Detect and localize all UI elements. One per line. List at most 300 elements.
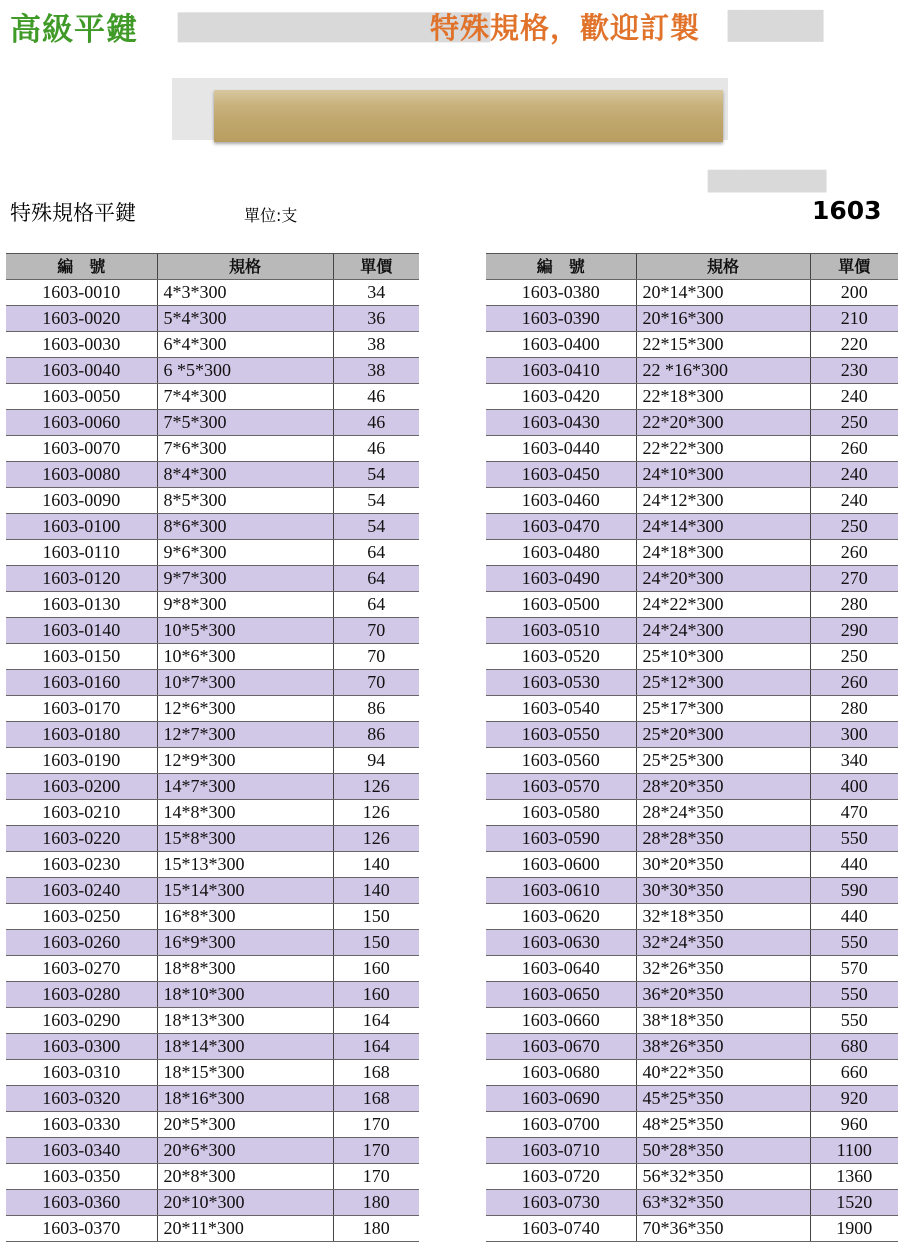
bleed-through-mid: ▇▇▇▇▇▇▇ xyxy=(708,168,827,193)
table-row xyxy=(486,748,898,774)
item-code: 1603-0330 xyxy=(6,1112,157,1138)
item-spec: 22*20*300 xyxy=(636,410,810,436)
table-row xyxy=(486,410,898,436)
item-price: 220 xyxy=(810,332,898,358)
item-spec: 14*7*300 xyxy=(157,774,333,800)
unit-label: 單位:支 xyxy=(244,206,298,225)
table-row xyxy=(6,956,419,982)
item-spec: 28*28*350 xyxy=(636,826,810,852)
item-price: 150 xyxy=(333,930,419,956)
table-row xyxy=(486,332,898,358)
table-header-row xyxy=(486,254,898,280)
item-price: 440 xyxy=(810,852,898,878)
table-row xyxy=(486,956,898,982)
item-spec: 12*6*300 xyxy=(157,696,333,722)
item-price: 290 xyxy=(810,618,898,644)
item-code: 1603-0100 xyxy=(6,514,157,540)
item-spec: 40*22*350 xyxy=(636,1060,810,1086)
table-row xyxy=(6,852,419,878)
table-row xyxy=(486,1164,898,1190)
item-code: 1603-0110 xyxy=(6,540,157,566)
item-price: 250 xyxy=(810,410,898,436)
item-spec: 14*8*300 xyxy=(157,800,333,826)
item-spec: 18*10*300 xyxy=(157,982,333,1008)
item-spec: 22 *16*300 xyxy=(636,358,810,384)
item-code: 1603-0550 xyxy=(486,722,636,748)
item-price: 920 xyxy=(810,1086,898,1112)
item-price: 680 xyxy=(810,1034,898,1060)
item-price: 126 xyxy=(333,800,419,826)
item-price: 164 xyxy=(333,1034,419,1060)
item-spec: 15*8*300 xyxy=(157,826,333,852)
bleed-through-top: ▇▇▇▇▇▇▇▇▇▇▇▇▇▇ xyxy=(178,8,491,42)
item-code: 1603-0120 xyxy=(6,566,157,592)
item-price: 160 xyxy=(333,982,419,1008)
item-spec: 10*6*300 xyxy=(157,644,333,670)
table-row xyxy=(486,696,898,722)
table-row xyxy=(6,280,419,306)
table-row xyxy=(6,826,419,852)
table-row xyxy=(6,644,419,670)
table-row xyxy=(486,670,898,696)
table-row xyxy=(6,696,419,722)
column-header-spec: 規格 xyxy=(636,254,810,280)
item-spec: 24*10*300 xyxy=(636,462,810,488)
item-spec: 20*6*300 xyxy=(157,1138,333,1164)
item-spec: 30*30*350 xyxy=(636,878,810,904)
table-row xyxy=(486,488,898,514)
item-price: 94 xyxy=(333,748,419,774)
item-code: 1603-0140 xyxy=(6,618,157,644)
item-price: 440 xyxy=(810,904,898,930)
item-code: 1603-0440 xyxy=(486,436,636,462)
table-row xyxy=(486,384,898,410)
item-code: 1603-0490 xyxy=(486,566,636,592)
item-code: 1603-0260 xyxy=(6,930,157,956)
table-row xyxy=(486,514,898,540)
table-row xyxy=(486,930,898,956)
item-spec: 24*20*300 xyxy=(636,566,810,592)
item-price: 1100 xyxy=(810,1138,898,1164)
table-row xyxy=(486,878,898,904)
table-row xyxy=(486,1190,898,1216)
item-spec: 32*26*350 xyxy=(636,956,810,982)
item-code: 1603-0570 xyxy=(486,774,636,800)
item-code: 1603-0670 xyxy=(486,1034,636,1060)
item-price: 550 xyxy=(810,1008,898,1034)
table-row xyxy=(6,930,419,956)
item-price: 340 xyxy=(810,748,898,774)
table-row xyxy=(6,878,419,904)
table-row xyxy=(6,514,419,540)
item-price: 660 xyxy=(810,1060,898,1086)
item-price: 280 xyxy=(810,592,898,618)
table-row xyxy=(6,566,419,592)
item-spec: 25*17*300 xyxy=(636,696,810,722)
item-spec: 24*22*300 xyxy=(636,592,810,618)
item-code: 1603-0150 xyxy=(6,644,157,670)
table-row xyxy=(6,540,419,566)
item-code: 1603-0220 xyxy=(6,826,157,852)
item-price: 1900 xyxy=(810,1216,898,1242)
series-code: 1603 xyxy=(812,196,882,225)
item-spec: 18*14*300 xyxy=(157,1034,333,1060)
item-code: 1603-0060 xyxy=(6,410,157,436)
item-spec: 6 *5*300 xyxy=(157,358,333,384)
item-code: 1603-0430 xyxy=(486,410,636,436)
item-price: 550 xyxy=(810,826,898,852)
table-row xyxy=(6,670,419,696)
item-code: 1603-0540 xyxy=(486,696,636,722)
table-row xyxy=(486,592,898,618)
item-price: 200 xyxy=(810,280,898,306)
item-price: 170 xyxy=(333,1164,419,1190)
item-price: 126 xyxy=(333,774,419,800)
table-row xyxy=(6,332,419,358)
item-price: 230 xyxy=(810,358,898,384)
item-spec: 50*28*350 xyxy=(636,1138,810,1164)
item-price: 86 xyxy=(333,696,419,722)
table-row xyxy=(486,1086,898,1112)
item-price: 140 xyxy=(333,878,419,904)
item-spec: 63*32*350 xyxy=(636,1190,810,1216)
table-row xyxy=(486,1112,898,1138)
table-row xyxy=(486,306,898,332)
item-price: 70 xyxy=(333,644,419,670)
item-price: 54 xyxy=(333,488,419,514)
item-code: 1603-0410 xyxy=(486,358,636,384)
item-code: 1603-0300 xyxy=(6,1034,157,1060)
item-price: 164 xyxy=(333,1008,419,1034)
table-row xyxy=(486,280,898,306)
table-row xyxy=(486,1216,898,1242)
item-spec: 20*14*300 xyxy=(636,280,810,306)
table-row xyxy=(6,800,419,826)
item-code: 1603-0720 xyxy=(486,1164,636,1190)
item-code: 1603-0680 xyxy=(486,1060,636,1086)
item-code: 1603-0280 xyxy=(6,982,157,1008)
item-price: 260 xyxy=(810,436,898,462)
item-spec: 70*36*350 xyxy=(636,1216,810,1242)
item-spec: 25*20*300 xyxy=(636,722,810,748)
brand-title: 高級平鍵 xyxy=(10,12,138,48)
item-price: 150 xyxy=(333,904,419,930)
item-price: 64 xyxy=(333,566,419,592)
item-code: 1603-0470 xyxy=(486,514,636,540)
column-header-code: 編 號 xyxy=(6,254,157,280)
item-spec: 38*18*350 xyxy=(636,1008,810,1034)
item-code: 1603-0190 xyxy=(6,748,157,774)
item-price: 160 xyxy=(333,956,419,982)
item-code: 1603-0690 xyxy=(486,1086,636,1112)
item-price: 260 xyxy=(810,670,898,696)
table-row xyxy=(6,1086,419,1112)
item-code: 1603-0180 xyxy=(6,722,157,748)
table-row xyxy=(486,722,898,748)
item-code: 1603-0160 xyxy=(6,670,157,696)
table-row xyxy=(486,1034,898,1060)
item-code: 1603-0480 xyxy=(486,540,636,566)
item-spec: 25*10*300 xyxy=(636,644,810,670)
item-code: 1603-0600 xyxy=(486,852,636,878)
item-spec: 9*6*300 xyxy=(157,540,333,566)
item-code: 1603-0640 xyxy=(486,956,636,982)
section-title: 特殊規格平鍵 xyxy=(10,201,136,225)
table-row xyxy=(6,488,419,514)
item-spec: 10*7*300 xyxy=(157,670,333,696)
item-code: 1603-0240 xyxy=(6,878,157,904)
item-code: 1603-0200 xyxy=(6,774,157,800)
table-row xyxy=(486,540,898,566)
item-price: 1520 xyxy=(810,1190,898,1216)
item-code: 1603-0580 xyxy=(486,800,636,826)
item-spec: 56*32*350 xyxy=(636,1164,810,1190)
item-spec: 38*26*350 xyxy=(636,1034,810,1060)
item-price: 400 xyxy=(810,774,898,800)
item-code: 1603-0500 xyxy=(486,592,636,618)
item-spec: 18*8*300 xyxy=(157,956,333,982)
item-spec: 30*20*350 xyxy=(636,852,810,878)
table-row xyxy=(486,1138,898,1164)
table-row xyxy=(6,436,419,462)
table-row xyxy=(486,826,898,852)
item-spec: 8*6*300 xyxy=(157,514,333,540)
item-spec: 28*20*350 xyxy=(636,774,810,800)
item-spec: 20*16*300 xyxy=(636,306,810,332)
item-code: 1603-0290 xyxy=(6,1008,157,1034)
table-row xyxy=(6,462,419,488)
table-header-row xyxy=(6,254,419,280)
table-row xyxy=(6,1060,419,1086)
item-code: 1603-0460 xyxy=(486,488,636,514)
item-spec: 12*7*300 xyxy=(157,722,333,748)
table-row xyxy=(486,1008,898,1034)
table-row xyxy=(486,618,898,644)
table-row xyxy=(486,852,898,878)
item-spec: 12*9*300 xyxy=(157,748,333,774)
item-spec: 32*18*350 xyxy=(636,904,810,930)
item-code: 1603-0450 xyxy=(486,462,636,488)
item-price: 260 xyxy=(810,540,898,566)
item-spec: 24*18*300 xyxy=(636,540,810,566)
item-spec: 16*8*300 xyxy=(157,904,333,930)
item-code: 1603-0650 xyxy=(486,982,636,1008)
item-code: 1603-0400 xyxy=(486,332,636,358)
item-spec: 28*24*350 xyxy=(636,800,810,826)
column-header-price: 單價 xyxy=(810,254,898,280)
item-code: 1603-0340 xyxy=(6,1138,157,1164)
item-spec: 7*6*300 xyxy=(157,436,333,462)
price-table-right xyxy=(486,253,898,1242)
custom-order-slogan: 特殊規格，歡迎訂製 xyxy=(430,11,701,45)
table-row xyxy=(486,1060,898,1086)
item-code: 1603-0660 xyxy=(486,1008,636,1034)
item-code: 1603-0610 xyxy=(486,878,636,904)
table-row xyxy=(486,436,898,462)
item-spec: 22*22*300 xyxy=(636,436,810,462)
item-code: 1603-0730 xyxy=(486,1190,636,1216)
item-price: 300 xyxy=(810,722,898,748)
item-spec: 25*25*300 xyxy=(636,748,810,774)
item-price: 240 xyxy=(810,462,898,488)
table-row xyxy=(486,982,898,1008)
item-spec: 7*5*300 xyxy=(157,410,333,436)
item-spec: 24*24*300 xyxy=(636,618,810,644)
item-code: 1603-0070 xyxy=(6,436,157,462)
table-row xyxy=(6,358,419,384)
item-spec: 9*8*300 xyxy=(157,592,333,618)
item-spec: 8*5*300 xyxy=(157,488,333,514)
item-spec: 36*20*350 xyxy=(636,982,810,1008)
item-spec: 25*12*300 xyxy=(636,670,810,696)
item-price: 590 xyxy=(810,878,898,904)
item-code: 1603-0370 xyxy=(6,1216,157,1242)
item-spec: 15*14*300 xyxy=(157,878,333,904)
item-code: 1603-0320 xyxy=(6,1086,157,1112)
column-header-code: 編 號 xyxy=(486,254,636,280)
item-code: 1603-0700 xyxy=(486,1112,636,1138)
table-row xyxy=(6,592,419,618)
column-header-spec: 規格 xyxy=(157,254,333,280)
table-row xyxy=(6,306,419,332)
item-code: 1603-0010 xyxy=(6,280,157,306)
table-row xyxy=(486,644,898,670)
item-price: 270 xyxy=(810,566,898,592)
item-price: 550 xyxy=(810,930,898,956)
item-price: 38 xyxy=(333,332,419,358)
item-price: 470 xyxy=(810,800,898,826)
table-row xyxy=(486,904,898,930)
item-spec: 20*5*300 xyxy=(157,1112,333,1138)
item-price: 180 xyxy=(333,1216,419,1242)
item-code: 1603-0560 xyxy=(486,748,636,774)
item-spec: 6*4*300 xyxy=(157,332,333,358)
table-row xyxy=(6,384,419,410)
item-code: 1603-0620 xyxy=(486,904,636,930)
item-spec: 22*18*300 xyxy=(636,384,810,410)
item-code: 1603-0420 xyxy=(486,384,636,410)
table-row xyxy=(6,982,419,1008)
table-row xyxy=(6,748,419,774)
item-spec: 4*3*300 xyxy=(157,280,333,306)
item-price: 140 xyxy=(333,852,419,878)
item-code: 1603-0130 xyxy=(6,592,157,618)
item-spec: 20*11*300 xyxy=(157,1216,333,1242)
item-code: 1603-0740 xyxy=(486,1216,636,1242)
item-code: 1603-0590 xyxy=(486,826,636,852)
item-price: 70 xyxy=(333,618,419,644)
table-row xyxy=(6,1008,419,1034)
item-spec: 24*12*300 xyxy=(636,488,810,514)
item-code: 1603-0050 xyxy=(6,384,157,410)
table-row xyxy=(486,774,898,800)
table-row xyxy=(486,566,898,592)
item-price: 250 xyxy=(810,514,898,540)
item-price: 36 xyxy=(333,306,419,332)
table-row xyxy=(486,358,898,384)
column-header-price: 單價 xyxy=(333,254,419,280)
item-code: 1603-0390 xyxy=(486,306,636,332)
table-row xyxy=(486,462,898,488)
table-row xyxy=(486,800,898,826)
item-spec: 15*13*300 xyxy=(157,852,333,878)
item-spec: 20*10*300 xyxy=(157,1190,333,1216)
table-row xyxy=(6,618,419,644)
item-spec: 18*16*300 xyxy=(157,1086,333,1112)
item-price: 168 xyxy=(333,1060,419,1086)
item-price: 46 xyxy=(333,410,419,436)
item-price: 570 xyxy=(810,956,898,982)
item-spec: 32*24*350 xyxy=(636,930,810,956)
item-code: 1603-0230 xyxy=(6,852,157,878)
item-spec: 48*25*350 xyxy=(636,1112,810,1138)
item-price: 170 xyxy=(333,1112,419,1138)
item-price: 1360 xyxy=(810,1164,898,1190)
item-price: 250 xyxy=(810,644,898,670)
item-price: 240 xyxy=(810,488,898,514)
item-price: 86 xyxy=(333,722,419,748)
item-code: 1603-0310 xyxy=(6,1060,157,1086)
item-price: 64 xyxy=(333,592,419,618)
item-price: 210 xyxy=(810,306,898,332)
item-price: 240 xyxy=(810,384,898,410)
table-row xyxy=(6,410,419,436)
item-spec: 24*14*300 xyxy=(636,514,810,540)
item-spec: 18*15*300 xyxy=(157,1060,333,1086)
table-row xyxy=(6,904,419,930)
table-row xyxy=(6,1034,419,1060)
item-code: 1603-0350 xyxy=(6,1164,157,1190)
item-price: 168 xyxy=(333,1086,419,1112)
table-row xyxy=(6,1190,419,1216)
item-spec: 5*4*300 xyxy=(157,306,333,332)
item-code: 1603-0210 xyxy=(6,800,157,826)
item-code: 1603-0250 xyxy=(6,904,157,930)
item-price: 46 xyxy=(333,436,419,462)
table-row xyxy=(6,1216,419,1242)
item-price: 550 xyxy=(810,982,898,1008)
item-code: 1603-0170 xyxy=(6,696,157,722)
flat-key-product-image xyxy=(214,90,723,142)
bleed-through-right: ▇▇▇▇ xyxy=(728,6,824,42)
item-code: 1603-0380 xyxy=(486,280,636,306)
item-code: 1603-0030 xyxy=(6,332,157,358)
table-row xyxy=(6,774,419,800)
item-spec: 9*7*300 xyxy=(157,566,333,592)
item-code: 1603-0630 xyxy=(486,930,636,956)
item-price: 70 xyxy=(333,670,419,696)
item-price: 64 xyxy=(333,540,419,566)
item-code: 1603-0080 xyxy=(6,462,157,488)
item-price: 34 xyxy=(333,280,419,306)
item-code: 1603-0270 xyxy=(6,956,157,982)
item-code: 1603-0530 xyxy=(486,670,636,696)
item-code: 1603-0020 xyxy=(6,306,157,332)
table-row xyxy=(6,1138,419,1164)
table-row xyxy=(6,1164,419,1190)
item-price: 54 xyxy=(333,514,419,540)
item-spec: 45*25*350 xyxy=(636,1086,810,1112)
item-code: 1603-0090 xyxy=(6,488,157,514)
item-spec: 16*9*300 xyxy=(157,930,333,956)
item-price: 46 xyxy=(333,384,419,410)
item-spec: 22*15*300 xyxy=(636,332,810,358)
item-price: 280 xyxy=(810,696,898,722)
item-price: 126 xyxy=(333,826,419,852)
item-code: 1603-0510 xyxy=(486,618,636,644)
item-spec: 10*5*300 xyxy=(157,618,333,644)
item-spec: 8*4*300 xyxy=(157,462,333,488)
